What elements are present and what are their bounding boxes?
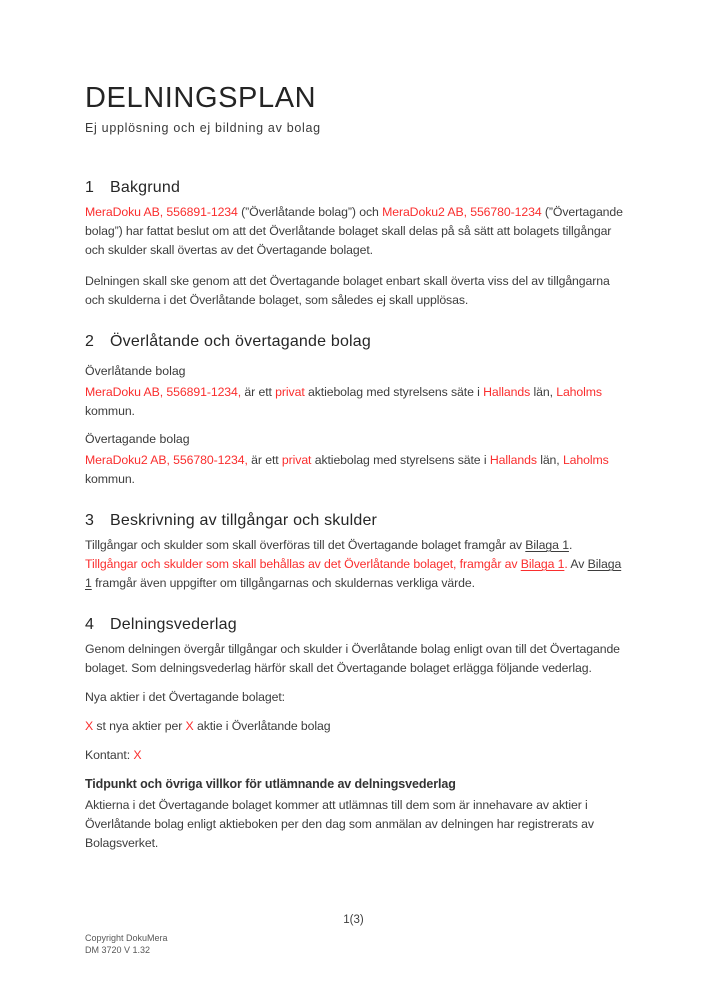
timing-terms-paragraph: Aktierna i det Övertagande bolaget kommer att utlämnas till dem som är innehavare av aktier i Överlåtande bolag enligt aktieboken per den dag som anmälan av delningen har registrerats av Bolagsverket.: [85, 798, 594, 850]
document-subtitle: Ej upplösning och ej bildning av bolag: [85, 121, 321, 135]
variable-value: Hallands: [483, 385, 531, 399]
variable-value: Laholms: [556, 385, 602, 399]
section-3-paragraph: [85, 536, 625, 593]
variable-value: MeraDoku2 AB, 556780-1234,: [85, 453, 248, 467]
section-title: Bakgrund: [110, 179, 181, 196]
document-title: DELNINGSPLAN: [85, 82, 317, 114]
text-run: (”Överlåtande bolag”) och: [237, 205, 383, 219]
variable-value: X: [133, 748, 142, 762]
text-run: st nya aktier per: [93, 719, 186, 733]
new-shares-label: Nya aktier i det Övertagande bolaget:: [85, 690, 286, 704]
text-run: framgår även uppgifter om tillgångarnas och skuldernas verkliga värde.: [91, 576, 475, 590]
text-run: Av: [567, 557, 588, 571]
text-run: Tillgångar och skulder som skall överföras till det Övertagande bolaget framgår av: [85, 538, 526, 552]
section-4-heading: [85, 614, 625, 636]
transferee-company-details: [85, 451, 625, 489]
text-run: är ett: [241, 385, 276, 399]
attachment-reference: Bilaga 1: [525, 538, 569, 552]
text-run: aktiebolag med styrelsens säte i: [311, 453, 490, 467]
section-title: Beskrivning av tillgångar och skulder: [110, 512, 378, 529]
footer-copyright: Copyright DokuMera: [85, 933, 168, 943]
transferor-company-label: Överlåtande bolag: [85, 364, 186, 378]
section-number: 2: [85, 333, 95, 350]
document-content: [85, 0, 625, 853]
document-blocks: [85, 177, 625, 853]
page-number: 1(3): [343, 914, 364, 926]
section-title: Delningsvederlag: [110, 616, 237, 633]
transferee-company-label: Övertagande bolag: [85, 432, 190, 446]
text-run: län,: [530, 385, 557, 399]
section-1-paragraph-1: [85, 203, 625, 260]
variable-value: MeraDoku2 AB, 556780-1234: [382, 205, 542, 219]
text-run: (”Övertagande bolag”) har fattat beslut om att det Överlåtande bolaget skall delas på så sätt att bolagets tillgångar och skulder skall övertas av det Övertagande bolaget.: [85, 205, 623, 257]
variable-value: Hallands: [489, 453, 537, 467]
share-exchange-ratio: [85, 717, 625, 736]
variable-value: .: [564, 557, 568, 571]
text-run: kommun.: [85, 472, 135, 486]
section-1-paragraph-2: Delningen skall ske genom att det Övertagande bolaget enbart skall överta viss del av tillgångarna och skulderna i det Överlåtande bolaget, som således ej skall upplösas.: [85, 274, 610, 307]
footer: [85, 932, 168, 956]
variable-value: X: [85, 719, 94, 733]
variable-value: Tillgångar och skulder som skall behållas av det Överlåtande bolaget, framgår av: [85, 557, 521, 571]
section-3-heading: [85, 510, 625, 532]
variable-value: privat: [275, 385, 305, 399]
section-1-heading: [85, 177, 625, 199]
variable-value: Laholms: [562, 453, 609, 467]
transferor-company-details: [85, 383, 625, 421]
variable-value: Bilaga 1: [520, 557, 565, 571]
text-run: län,: [536, 453, 563, 467]
section-number: 1: [85, 179, 95, 196]
text-run: kommun.: [85, 404, 135, 418]
footer-doc-id: DM 3720 V 1.32: [85, 945, 151, 955]
variable-value: MeraDoku AB, 556891-1234,: [85, 385, 242, 399]
text-run: .: [568, 538, 573, 552]
variable-value: X: [185, 719, 194, 733]
variable-value: privat: [281, 453, 312, 467]
timing-terms-heading: Tidpunkt och övriga villkor för utlämnande av delningsvederlag: [85, 777, 456, 791]
attachment-reference: Bilaga 1: [85, 557, 622, 590]
section-2-heading: [85, 331, 625, 353]
text-run: aktie i Överlåtande bolag: [193, 719, 331, 733]
text-run: aktiebolag med styrelsens säte i: [304, 385, 484, 399]
text-run: Kontant:: [85, 748, 134, 762]
section-4-paragraph: Genom delningen övergår tillgångar och skulder i Överlåtande bolag enligt ovan till det Övertagande bolaget. Som delningsvederlag härför skall det Övertagande bolaget erlägga följande vederlag.: [85, 642, 620, 675]
variable-value: MeraDoku AB, 556891-1234: [85, 205, 238, 219]
section-title: Överlåtande och övertagande bolag: [110, 333, 372, 350]
section-number: 4: [85, 616, 95, 633]
text-run: är ett: [247, 453, 282, 467]
cash-consideration: [85, 746, 625, 765]
section-number: 3: [85, 512, 95, 529]
